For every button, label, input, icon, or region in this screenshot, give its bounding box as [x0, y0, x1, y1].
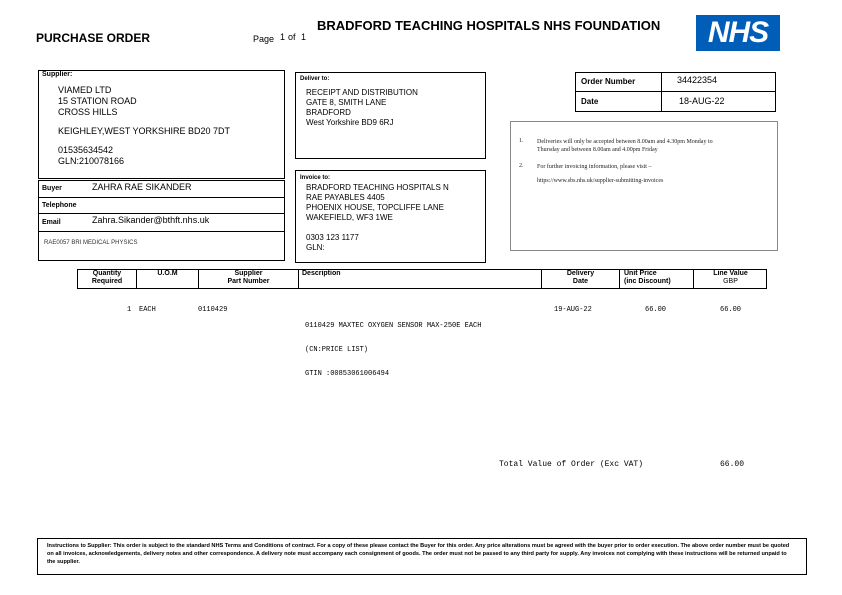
divider: [575, 91, 776, 92]
supplier-address: [58, 85, 230, 167]
supplier-label: Supplier:: [42, 71, 73, 78]
buyer-name: ZAHRA RAE SIKANDER: [92, 182, 192, 192]
total-label: Total Value of Order (Exc VAT): [499, 460, 644, 469]
note-number: 2.: [519, 163, 524, 169]
row-uom: EACH: [139, 306, 156, 314]
row-unit-price: 66.00: [645, 306, 667, 314]
email-value: Zahra.Sikander@bthft.nhs.uk: [92, 215, 210, 225]
telephone-label: Telephone: [42, 202, 77, 209]
total-value: 66.00: [720, 460, 745, 469]
page-of: of: [288, 32, 296, 42]
organisation-title: BRADFORD TEACHING HOSPITALS NHS FOUNDATION: [317, 18, 661, 33]
supplier-address-line: 15 STATION ROAD: [58, 96, 137, 106]
divider: [38, 231, 285, 232]
deliver-to-line: GATE 8, SMITH LANE: [306, 98, 387, 107]
note-text: [537, 138, 713, 154]
note-link[interactable]: https://www.sbs.nhs.uk/supplier-submitting-invoices: [537, 178, 664, 184]
document-type-title: PURCHASE ORDER: [36, 31, 151, 45]
description-line: (CN:PRICE LIST): [305, 346, 369, 354]
supplier-gln: GLN:210078166: [58, 156, 125, 166]
order-number-label: Order Number: [581, 77, 636, 86]
column-header-part-number: Supplier Part Number: [198, 270, 298, 288]
column-header-uom: U.O.M: [136, 270, 198, 288]
supplier-address-line: CROSS HILLS: [58, 107, 118, 117]
description-line: 0110429 MAXTEC OXYGEN SENSOR MAX-250E EACH: [305, 322, 482, 330]
note-number: 1.: [519, 138, 524, 144]
instructions-text: Instructions to Supplier: This order is subject to the standard NHS Terms and Conditions of contract. For a copy of these please contact the Buyer for this order. Any price alterations must be agreed with the buyer prior to order execution. The above order number must be quoted on all invoices, acknowledgements, delivery notes and other correspondence. A delivery note must accompany each consignment of goods. The order must not be passed to any third party for supply. Any invoices not complying with these instructions will be returned unpaid to the supplier.: [47, 543, 790, 565]
row-line-value: 66.00: [720, 306, 742, 314]
invoice-to-line: RAE PAYABLES 4405: [306, 193, 385, 202]
department: RAE0057 BRI MEDICAL PHYSICS: [44, 240, 138, 246]
email-label: Email: [42, 219, 61, 226]
description-line: GTIN :00853061006494: [305, 370, 390, 378]
invoice-to-address: [306, 183, 449, 253]
order-date-label: Date: [581, 97, 599, 106]
invoice-to-gln: GLN:: [306, 243, 325, 252]
invoice-to-line: WAKEFIELD, WF3 1WE: [306, 213, 393, 222]
deliver-to-line: West Yorkshire BD9 6RJ: [306, 118, 394, 127]
buyer-label: Buyer: [42, 185, 62, 192]
column-header-quantity: Quantity Required: [91, 270, 123, 285]
nhs-logo: [696, 15, 780, 51]
divider: [38, 213, 285, 214]
note-line: Thursday and between 8.00am and 4.00pm Friday: [537, 147, 658, 153]
invoice-to-line: BRADFORD TEACHING HOSPITALS N: [306, 183, 449, 192]
row-delivery-date: 19-AUG-22: [554, 306, 592, 314]
order-number-value: 34422354: [677, 75, 718, 85]
column-header-delivery-date: Delivery Date: [541, 270, 619, 288]
deliver-to-line: BRADFORD: [306, 108, 351, 117]
order-date-value: 18-AUG-22: [679, 96, 725, 106]
column-header-unit-price: Unit Price (inc Discount): [619, 270, 693, 288]
supplier-name: VIAMED LTD: [58, 85, 112, 95]
invoice-to-phone: 0303 123 1177: [306, 233, 359, 242]
row-part-number: 0110429: [198, 306, 228, 314]
supplier-address-line: KEIGHLEY,WEST YORKSHIRE BD20 7DT: [58, 126, 231, 136]
column-header-line-value: Line Value GBP: [693, 270, 767, 288]
note-line: For further invoicing information, please visit –: [537, 164, 652, 170]
row-quantity: 1: [127, 306, 132, 314]
deliver-to-label: Deliver to:: [300, 76, 330, 82]
note-line: Deliveries will only be accepted between 8.00am and 4.30pm Monday to: [537, 139, 713, 145]
supplier-phone: 01535634542: [58, 145, 114, 155]
page-total: 1: [301, 32, 307, 42]
divider: [661, 72, 662, 112]
page-number: 1: [280, 32, 286, 42]
invoice-to-line: PHOENIX HOUSE, TOPCLIFFE LANE: [306, 203, 444, 212]
nhs-logo-text: NHS: [707, 16, 769, 49]
deliver-to-address: [306, 88, 418, 128]
page-label: Page: [253, 34, 275, 44]
column-header-description: Description: [298, 270, 541, 288]
divider: [38, 197, 285, 198]
row-description: [305, 306, 481, 394]
deliver-to-line: RECEIPT AND DISTRIBUTION: [306, 88, 418, 97]
invoice-to-label: Invoice to:: [300, 175, 331, 181]
note-text: [537, 163, 663, 185]
